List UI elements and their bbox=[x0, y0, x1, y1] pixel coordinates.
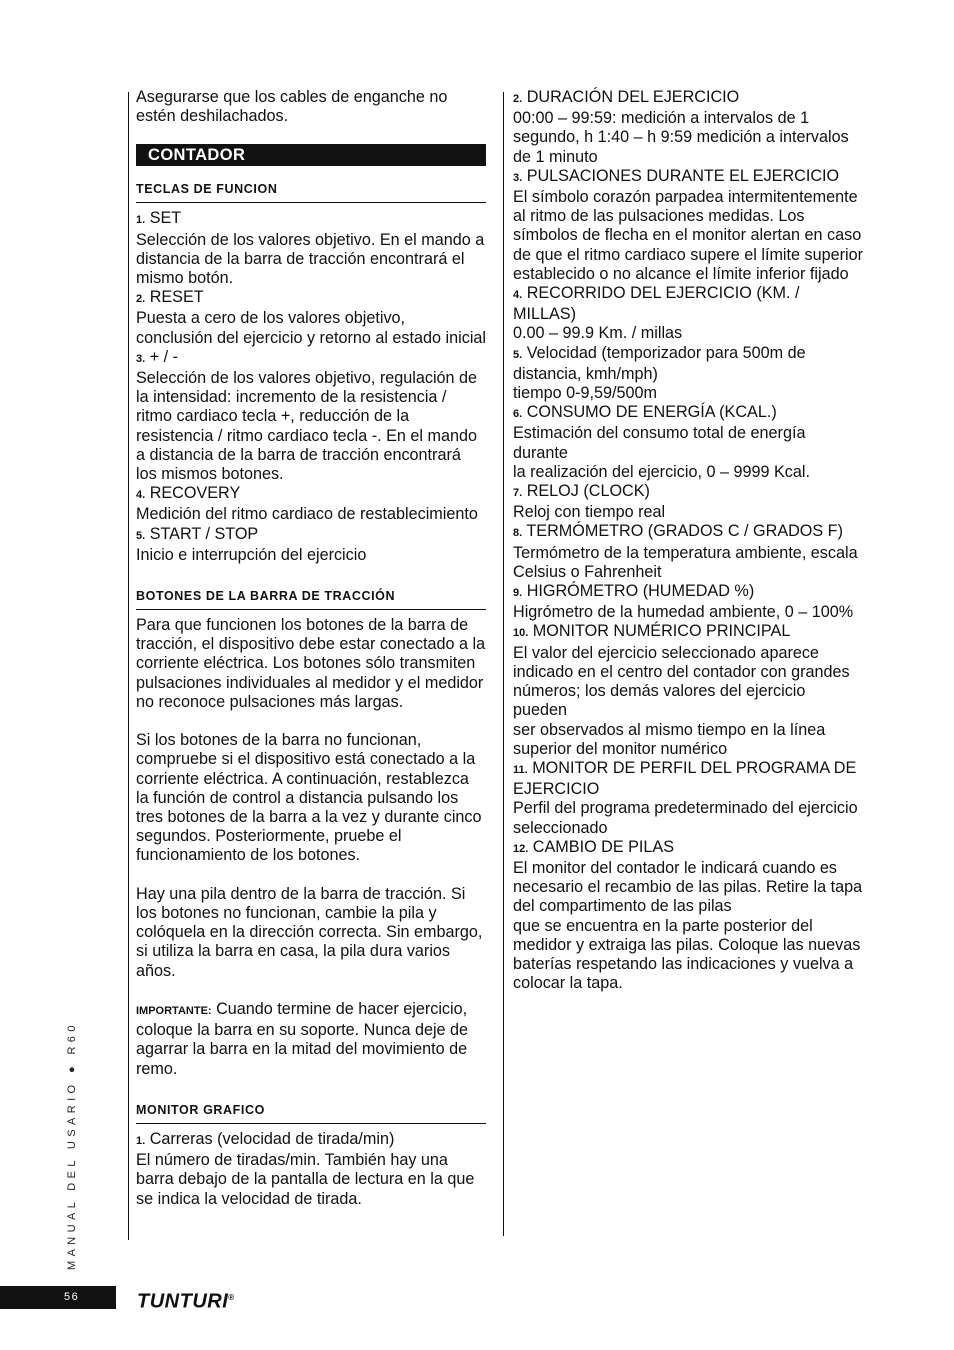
manual-sidebar-label: MANUAL DEL USARIO ● R60 bbox=[66, 1021, 78, 1270]
item-number: 4. bbox=[513, 289, 523, 302]
item-number: 4. bbox=[136, 489, 146, 502]
teclas-list bbox=[136, 209, 486, 565]
item-title: Velocidad (temporizador para 500m de distancia, kmh/mph) bbox=[513, 343, 806, 383]
item-text: 0.00 – 99.9 Km. / millas bbox=[513, 324, 683, 343]
item-text: Termómetro de la temperatura ambiente, escala bbox=[513, 543, 858, 562]
item-number: 1. bbox=[136, 214, 146, 227]
registered-mark: ® bbox=[228, 1293, 235, 1302]
page-number: 56 bbox=[0, 1286, 116, 1309]
botones-paragraph-3: Hay una pila dentro de la barra de tracción. Si los botones no funcionan, cambie la pila y colóquela en la dirección correcta. Sin embargo, si utiliza la barra en casa, la pila dura varios años. bbox=[136, 884, 483, 980]
monitor-item bbox=[513, 522, 863, 582]
item-title: RELOJ (CLOCK) bbox=[526, 482, 650, 501]
subheading-monitor: MONITOR GRAFICO bbox=[136, 1079, 486, 1124]
botones-paragraph-2: Si los botones de la barra no funcionan, compruebe si el dispositivo está conectado a la corriente eléctrica. A continuación, restablezca la función de control a distancia pulsando los tres botones de la barra a la vez y durante cinco segundos. Posteriormente, pruebe el funcionamiento de los botones. bbox=[136, 731, 482, 865]
right-column bbox=[513, 88, 863, 993]
item-title: CAMBIO DE PILAS bbox=[532, 837, 675, 856]
item-number: 12. bbox=[513, 842, 529, 855]
monitor-item bbox=[513, 88, 863, 167]
item-text: seleccionado bbox=[513, 818, 608, 837]
item-text: establecido o no alcance el límite inferior fijado bbox=[513, 264, 849, 283]
item-number: 11. bbox=[513, 763, 528, 776]
item-text: Puesta a cero de los valores objetivo, conclusión del ejercicio y retorno al estado inicial bbox=[136, 309, 487, 347]
monitor-item bbox=[136, 1130, 486, 1209]
item-text: al ritmo de las pulsaciones medidas. Los símbolos de flecha en el monitor alertan en caso bbox=[513, 207, 862, 245]
item-text: Perfil del programa predeterminado del ejercicio bbox=[513, 799, 858, 818]
importante-text: Cuando termine de hacer ejercicio, coloque la barra en su soporte. Nunca deje de agarrar la barra en la mitad del movimiento de remo. bbox=[136, 1000, 469, 1078]
item-text: El número de tiradas/min. También hay una barra debajo de la pantalla de lectura en la que se indica la velocidad de tirada. bbox=[136, 1151, 475, 1208]
tecla-item bbox=[136, 209, 486, 288]
monitor-item bbox=[513, 622, 863, 758]
item-text: la realización del ejercicio, 0 – 9999 Kcal. bbox=[513, 462, 810, 481]
item-text: Higrómetro de la humedad ambiente, 0 – 100% bbox=[513, 603, 854, 622]
item-text: 00:00 – 99:59: medición a intervalos de 1 segundo, h 1:40 – h 9:59 medición a intervalos bbox=[513, 109, 849, 147]
item-text: Estimación del consumo total de energía durante bbox=[513, 424, 806, 462]
item-title: START / STOP bbox=[149, 524, 259, 543]
item-title: RESET bbox=[149, 288, 204, 307]
item-text: Reloj con tiempo real bbox=[513, 503, 666, 522]
item-number: 7. bbox=[513, 487, 523, 500]
tecla-item bbox=[136, 484, 486, 524]
item-text: Selección de los valores objetivo. En el mando a distancia de la barra de tracción encontrará el mismo botón. bbox=[136, 230, 485, 288]
item-number: 1. bbox=[136, 1134, 146, 1147]
item-number: 3. bbox=[513, 171, 523, 184]
item-number: 2. bbox=[513, 93, 523, 105]
item-number: 6. bbox=[513, 408, 523, 421]
item-number: 5. bbox=[136, 529, 146, 542]
item-title: RECOVERY bbox=[149, 484, 241, 503]
intro-paragraph: Asegurarse que los cables de enganche no estén deshilachados. bbox=[136, 88, 448, 126]
brand-logo bbox=[137, 1287, 235, 1313]
item-title: + / - bbox=[149, 347, 179, 366]
brand-logo-text: TUNTURI bbox=[137, 1290, 229, 1313]
item-text: Medición del ritmo cardiaco de restablecimiento bbox=[136, 505, 478, 524]
monitor-item bbox=[513, 167, 863, 284]
item-text: Celsius o Fahrenheit bbox=[513, 562, 662, 581]
item-text: que se encuentra en la parte posterior del medidor y extraiga las pilas. Coloque las nuevas baterías respetando las indicaciones y vuelva a colocar la tapa. bbox=[513, 916, 861, 993]
item-title: TERMÓMETRO (GRADOS C / GRADOS F) bbox=[526, 522, 843, 541]
item-number: 8. bbox=[513, 527, 523, 540]
tecla-item bbox=[136, 525, 486, 565]
item-title: DURACIÓN DEL EJERCICIO bbox=[526, 88, 740, 106]
item-text: Selección de los valores objetivo, regulación de la intensidad: incremento de la resistencia / ritmo cardiaco tecla +, reducción de la resistencia / ritmo cardiaco tecla -. En el mando a distancia de la barra de tracción encontrará los mismos botones. bbox=[136, 369, 478, 484]
item-text: de que el ritmo cardiaco supere el límite superior bbox=[513, 245, 863, 264]
importante-label: IMPORTANTE: bbox=[136, 1005, 212, 1018]
item-number: 2. bbox=[136, 293, 146, 306]
item-title: HIGRÓMETRO (HUMEDAD %) bbox=[526, 582, 755, 601]
tecla-item bbox=[136, 348, 486, 484]
item-text: Inicio e interrupción del ejercicio bbox=[136, 545, 367, 564]
importante-paragraph bbox=[136, 1000, 486, 1079]
subheading-teclas: TECLAS DE FUNCION bbox=[136, 166, 486, 203]
item-text: ser observados al mismo tiempo en la línea superior del monitor numérico bbox=[513, 720, 826, 758]
item-title: MONITOR DE PERFIL DEL PROGRAMA DE EJERCICIO bbox=[513, 758, 857, 799]
monitor-items-list bbox=[513, 88, 863, 993]
monitor-item bbox=[513, 838, 863, 994]
item-text: El símbolo corazón parpadea intermitentemente bbox=[513, 188, 858, 207]
monitor-item bbox=[513, 344, 863, 404]
item-text: tiempo 0-9,59/500m bbox=[513, 384, 657, 403]
botones-paragraph-1: Para que funcionen los botones de la barra de tracción, el dispositivo debe estar conectado a la corriente eléctrica. Los botones sólo transmiten pulsaciones individuales al medidor y el medidor no reconoce pulsaciones más largas. bbox=[136, 616, 486, 711]
monitor-item bbox=[513, 582, 863, 622]
item-number: 10. bbox=[513, 627, 529, 640]
monitor-item bbox=[513, 284, 863, 344]
item-text: de 1 minuto bbox=[513, 147, 598, 166]
left-column bbox=[136, 88, 486, 1209]
item-text: El valor del ejercicio seleccionado aparece indicado en el centro del contador con grandes bbox=[513, 643, 850, 681]
item-number: 5. bbox=[513, 348, 523, 361]
monitor-item bbox=[513, 403, 863, 482]
item-number: 3. bbox=[136, 352, 146, 365]
monitor-item bbox=[513, 482, 863, 522]
item-title: SET bbox=[149, 209, 182, 228]
item-title: RECORRIDO DEL EJERCICIO (KM. / MILLAS) bbox=[513, 284, 800, 324]
tecla-item bbox=[136, 288, 486, 348]
section-heading-contador: CONTADOR bbox=[136, 144, 486, 166]
item-title: MONITOR NUMÉRICO PRINCIPAL bbox=[532, 622, 791, 641]
item-title: Carreras (velocidad de tirada/min) bbox=[149, 1129, 395, 1148]
item-number: 9. bbox=[513, 587, 523, 600]
monitor-item bbox=[513, 759, 863, 838]
item-title: PULSACIONES DURANTE EL EJERCICIO bbox=[526, 166, 840, 185]
item-text: El monitor del contador le indicará cuando es necesario el recambio de las pilas. Retire la tapa del compartimento de las pilas bbox=[513, 858, 863, 916]
right-column-rule bbox=[503, 92, 504, 1236]
left-column-rule bbox=[128, 92, 129, 1240]
subheading-botones: BOTONES DE LA BARRA DE TRACCIÓN bbox=[136, 565, 486, 610]
item-text: números; los demás valores del ejercicio pueden bbox=[513, 682, 806, 720]
item-title: CONSUMO DE ENERGÍA (KCAL.) bbox=[526, 403, 777, 422]
